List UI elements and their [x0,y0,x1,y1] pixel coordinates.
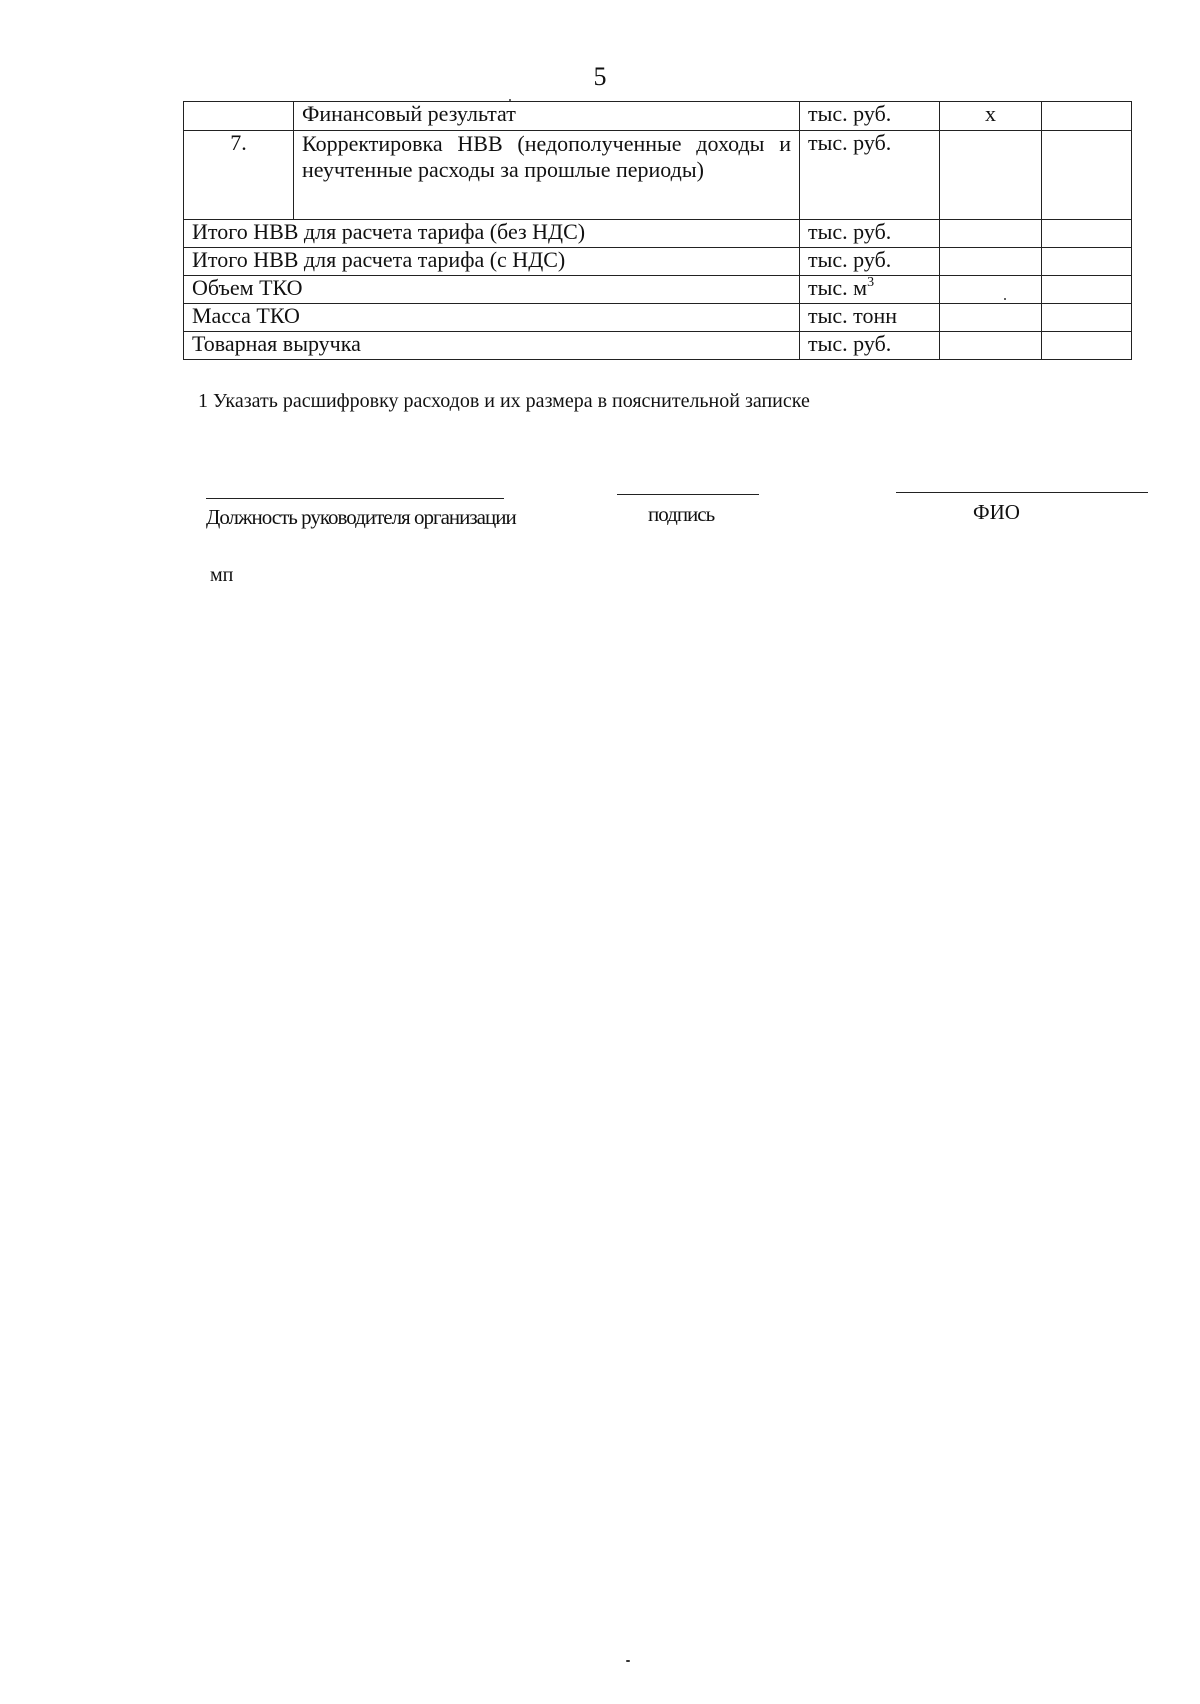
row-value-cell-1 [940,276,1042,304]
row-unit-cell: тыс. руб. [800,248,940,276]
row-value-cell-1 [940,332,1042,360]
row-value-cell-2 [1042,332,1132,360]
fio-label: ФИО [973,500,1020,524]
row-number-cell [184,102,294,131]
row-name-cell: Объем ТКО [184,276,800,304]
row-name-cell: Масса ТКО [184,304,800,332]
row-value-cell-1 [940,248,1042,276]
table-row-financial-result [184,102,1132,131]
row-unit-cell [800,276,940,304]
unit-text: тыс. м [808,275,868,300]
signature-label: подпись [648,502,715,526]
row-unit-cell: тыс. руб. [800,102,940,131]
row-value-cell-1 [940,304,1042,332]
footnote: 1 Указать расшифровку расходов и их размера в пояснительной записке [198,390,810,412]
financial-table [183,101,1132,360]
table-row-nvv-correction [184,131,1132,220]
row-name-cell: Итого НВВ для расчета тарифа (без НДС) [184,220,800,248]
row-name-cell: Финансовый результат [294,102,800,131]
table-row-total-nvv-no-vat [184,220,1132,248]
row-name-cell: Итого НВВ для расчета тарифа (с НДС) [184,248,800,276]
position-label: Должность руководителя организации [206,505,516,529]
stamp-label: мп [210,564,234,586]
unit-superscript: 3 [867,275,875,290]
row-value-cell-1: х [940,102,1042,131]
row-name-cell: Товарная выручка [184,332,800,360]
row-unit-cell: тыс. руб. [800,332,940,360]
table-row-tko-volume [184,276,1132,304]
table-row-total-nvv-with-vat [184,248,1132,276]
row-value-cell-1 [940,131,1042,220]
signature-line [617,494,759,495]
row-value-cell-2 [1042,102,1132,131]
table-row-commodity-revenue [184,332,1132,360]
row-value-cell-2 [1042,220,1132,248]
row-value-cell-1 [940,220,1042,248]
scan-speck [509,99,511,101]
scan-speck [1004,298,1006,300]
row-unit-cell: тыс. руб. [800,131,940,220]
row-value-cell-2 [1042,131,1132,220]
position-signature-line [206,498,504,499]
fio-signature-line [896,492,1148,493]
scan-speck [626,1660,630,1662]
row-name-cell: Корректировка НВВ (недополученные доходы и неучтенные расходы за прошлые периоды) [294,131,800,220]
row-unit-cell: тыс. тонн [800,304,940,332]
row-value-cell-2 [1042,276,1132,304]
row-unit-cell: тыс. руб. [800,220,940,248]
row-value-cell-2 [1042,248,1132,276]
row-value-cell-2 [1042,304,1132,332]
table-row-tko-mass [184,304,1132,332]
row-number-cell: 7. [184,131,294,220]
page-number: 5 [593,62,607,91]
